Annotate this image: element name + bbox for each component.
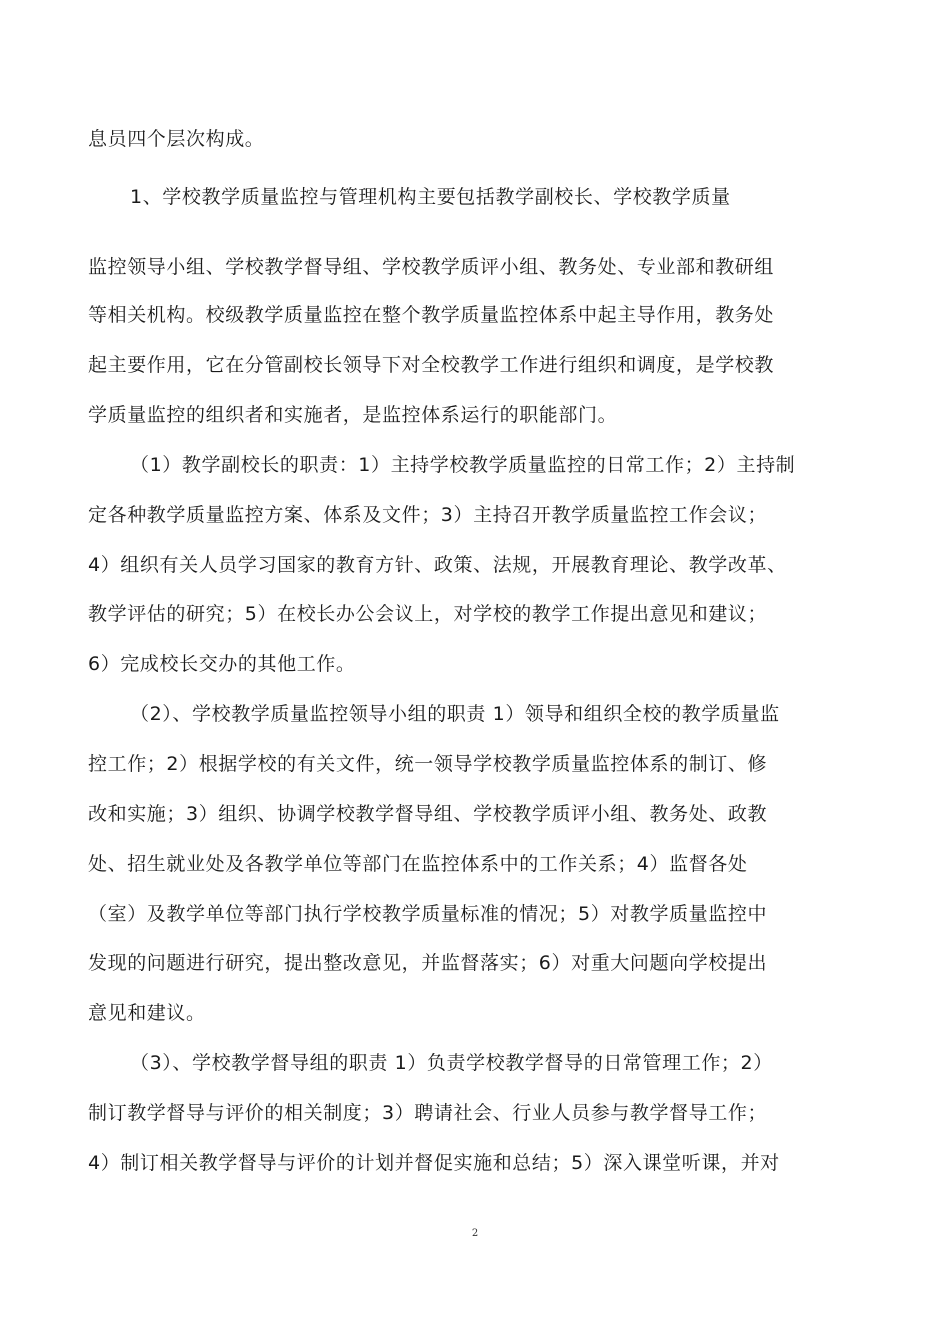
text-line-14: 改和实施；3）组织、协调学校教学督导组、学校教学质评小组、教务处、政教 <box>88 803 768 825</box>
text-line-20: 制订教学督导与评价的相关制度；3）聘请社会、行业人员参与教学督导工作； <box>88 1102 768 1124</box>
text-line-10: 教学评估的研究；5）在校长办公会议上，对学校的教学工作提出意见和建议； <box>88 603 768 625</box>
text-line-15: 处、招生就业处及各教学单位等部门在监控体系中的工作关系；4）监督各处 <box>88 853 748 875</box>
text-line-3: 监控领导小组、学校教学督导组、学校教学质评小组、教务处、专业部和教研组 <box>88 256 775 278</box>
text-line-4: 等相关机构。校级教学质量监控在整个教学质量监控体系中起主导作用，教务处 <box>88 304 775 326</box>
text-line-6: 学质量监控的组织者和实施者，是监控体系运行的职能部门。 <box>88 404 618 426</box>
text-line-17: 发现的问题进行研究，提出整改意见，并监督落实；6）对重大问题向学校提出 <box>88 952 768 974</box>
text-line-21: 4）制订相关教学督导与评价的计划并督促实施和总结；5）深入课堂听课，并对 <box>88 1152 780 1174</box>
text-line-18: 意见和建议。 <box>88 1002 206 1024</box>
page-number: 2 <box>471 1228 479 1239</box>
text-line-8: 定各种教学质量监控方案、体系及文件；3）主持召开教学质量监控工作会议； <box>88 504 768 526</box>
text-line-16: （室）及教学单位等部门执行学校教学质量标准的情况；5）对教学质量监控中 <box>88 903 768 925</box>
text-line-9: 4）组织有关人员学习国家的教育方针、政策、法规，开展教育理论、教学改革、 <box>88 554 787 576</box>
text-line-11: 6）完成校长交办的其他工作。 <box>88 653 356 675</box>
text-line-7: （1）教学副校长的职责：1）主持学校教学质量监控的日常工作；2）主持制 <box>130 454 796 476</box>
text-line-12: （2）、学校教学质量监控领导小组的职责 1）领导和组织全校的教学质量监 <box>130 703 780 725</box>
text-line-13: 控工作；2）根据学校的有关文件，统一领导学校教学质量监控体系的制订、修 <box>88 753 768 775</box>
text-line-19: （3）、学校教学督导组的职责 1）负责学校教学督导的日常管理工作；2） <box>130 1052 773 1074</box>
text-line-5: 起主要作用，它在分管副校长领导下对全校教学工作进行组织和调度，是学校教 <box>88 354 775 376</box>
text-line-1: 息员四个层次构成。 <box>88 128 265 150</box>
text-line-2: 1、学校教学质量监控与管理机构主要包括教学副校长、学校教学质量 <box>130 186 731 208</box>
